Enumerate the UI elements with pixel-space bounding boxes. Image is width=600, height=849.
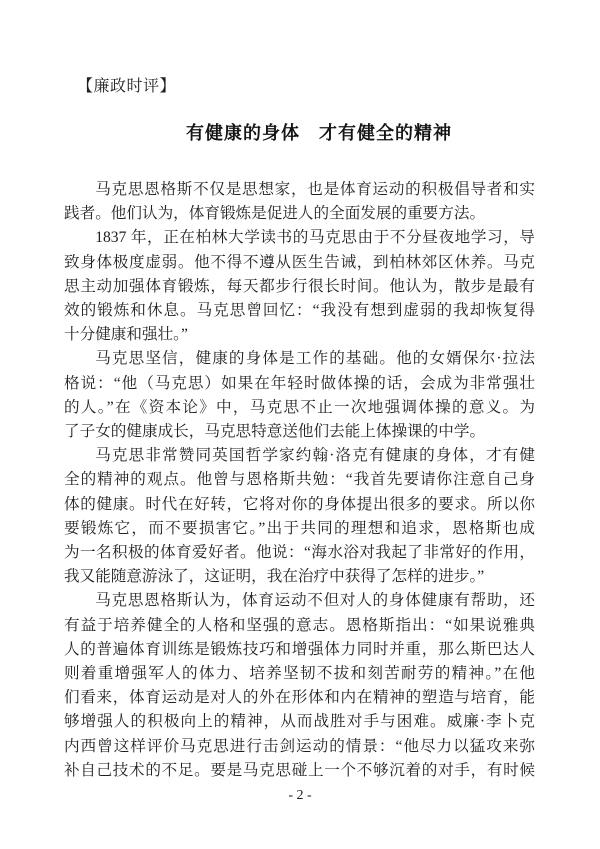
text-line: 践者。他们认为，体育锻炼是促进人的全面发展的重要方法。 (64, 205, 486, 223)
text-line: 则着重增强军人的体力、培养坚韧不拔和刻苦耐劳的精神。”在他 (64, 665, 535, 683)
text-line: 为一名积极的体育爱好者。他说：“海水浴对我起了非常好的作用， (64, 544, 535, 562)
text-line: 体的健康。时代在好转，它将对你的身体提出很多的要求。所以你 (64, 495, 535, 513)
text-line: 了子女的健康成长，马克思特意送他们去能上体操课的中学。 (64, 423, 486, 441)
text-line: 马克思非常赞同英国哲学家约翰·洛克有健康的身体，才有健 (95, 447, 535, 465)
text-line: 效的锻炼和休息。马克思曾回忆：“我没有想到虚弱的我却恢复得 (64, 302, 535, 320)
text-line: 思主动加强体育锻炼，每天都步行很长时间。他认为，散步是最有 (64, 277, 535, 295)
text-line: 够增强人的积极向上的精神，从而战胜对手与困难。威廉·李卜克 (64, 713, 535, 731)
text-line: 的人。”在《资本论》中，马克思不止一次地强调体操的意义。为 (64, 398, 535, 416)
article-body (64, 178, 535, 783)
paragraph (64, 226, 535, 347)
text-line: 们看来，体育运动是对人的外在形体和内在精神的塑造与培育，能 (64, 689, 535, 707)
paragraph (64, 589, 535, 783)
text-line: 人的普遍体育训练是锻炼技巧和增强体力同时并重，那么斯巴达人 (64, 640, 535, 658)
text-line: 要锻炼它，而不要损害它。”出于共同的理想和追求，恩格斯也成 (64, 519, 535, 537)
text-line: 马克思恩格斯不仅是思想家，也是体育运动的积极倡导者和实 (95, 181, 535, 198)
text-line: 十分健康和强壮。” (64, 326, 188, 344)
paragraph (64, 444, 535, 589)
text-line: 内西曾这样评价马克思进行击剑运动的情景：“他尽力以猛攻来弥 (64, 737, 535, 755)
text-line: 致身体极度虚弱。他不得不遵从医生告诫，到柏林郊区休养。马克 (64, 253, 535, 271)
text-line: 马克思恩格斯认为，体育运动不但对人的身体健康有帮助，还 (95, 592, 535, 610)
text-line: 全的精神的观点。他曾与恩格斯共勉：“我首先要请你注意自己身 (64, 471, 535, 489)
text-line: 格说：“他（马克思）如果在年轻时做体操的话，会成为非常强壮 (64, 374, 535, 392)
text-line: 我又能随意游泳了，这证明，我在治疗中获得了怎样的进步。” (64, 568, 485, 586)
article-title: 有健康的身体 才有健全的精神 (186, 123, 452, 144)
text-line: 补自己技术的不足。要是马克思碰上一个不够沉着的对手，有时候 (64, 761, 535, 779)
page-footer (0, 787, 600, 805)
page-number: - 2 - (288, 788, 312, 804)
paragraph (64, 347, 535, 444)
column-header-tag: 【廉政时评】 (77, 78, 177, 95)
text-line: 马克思坚信，健康的身体是工作的基础。他的女婿保尔·拉法 (95, 350, 535, 368)
paragraph (64, 178, 535, 226)
text-line: 1837 年，正在柏林大学读书的马克思由于不分昼夜地学习，导 (95, 229, 535, 247)
text-line: 有益于培养健全的人格和坚强的意志。恩格斯指出：“如果说雅典 (64, 616, 535, 634)
